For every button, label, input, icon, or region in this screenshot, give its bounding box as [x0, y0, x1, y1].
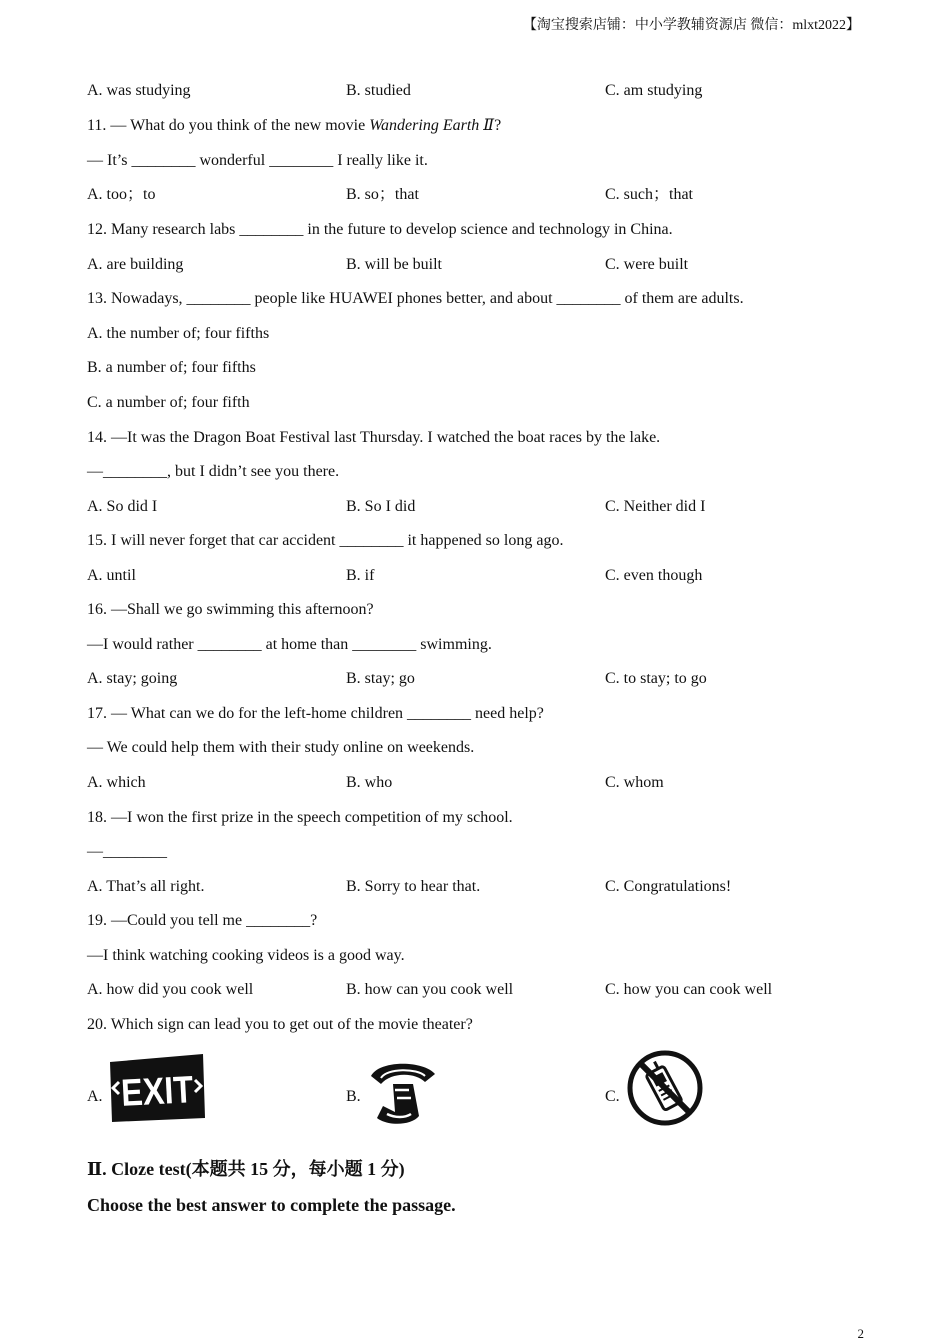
option-a: A. too；to: [87, 186, 156, 203]
option-c: C. Congratulations!: [605, 878, 732, 895]
q16-reply: —I would rather ________ at home than ________ swimming.: [87, 636, 492, 653]
option-a: A. was studying: [87, 82, 191, 99]
q18-question: 18. —I won the first prize in the speech competition of my school.: [87, 809, 513, 826]
option-c: C. whom: [605, 774, 664, 791]
q13-question: 13. Nowadays, ________ people like HUAWEI phones better, and about ________ of them are adults.: [87, 290, 744, 307]
option-b: B. So I did: [346, 498, 416, 515]
option-c: C. were built: [605, 256, 689, 273]
option-b: B. who: [346, 774, 393, 791]
q20-question: 20. Which sign can lead you to get out of the movie theater?: [87, 1016, 473, 1033]
q16-question: 16. —Shall we go swimming this afternoon?: [87, 601, 374, 618]
q13-option-b: B. a number of; four fifths: [87, 359, 256, 376]
exit-sign-icon: [107, 1052, 207, 1124]
q14-question: 14. —It was the Dragon Boat Festival last Thursday. I watched the boat races by the lake.: [87, 429, 661, 446]
q14-reply: —________, but I didn’t see you there.: [87, 463, 340, 480]
q17-reply: — We could help them with their study online on weekends.: [87, 739, 475, 756]
q20-sign-options: [87, 1048, 867, 1138]
option-b: B. studied: [346, 82, 411, 99]
q13-option-c: C. a number of; four fifth: [87, 394, 250, 411]
movie-title: Wandering Earth Ⅱ: [369, 117, 495, 134]
option-b: B. stay; go: [346, 670, 415, 687]
q11-reply: — It’s ________ wonderful ________ I really like it.: [87, 152, 428, 169]
option-a: A. until: [87, 567, 136, 584]
no-phone-sign-icon: [625, 1048, 705, 1128]
q12-question: 12. Many research labs ________ in the future to develop science and technology in China.: [87, 221, 673, 238]
option-c: C. even though: [605, 567, 703, 584]
option-b: B. if: [346, 567, 375, 584]
q11-text: 11. — What do you think of the new movie: [87, 117, 370, 134]
option-c: C. am studying: [605, 82, 703, 99]
option-b: B. Sorry to hear that.: [346, 878, 481, 895]
option-b-label: B.: [346, 1088, 361, 1105]
section-instruction: Choose the best answer to complete the passage.: [87, 1195, 456, 1215]
option-a: A. So did I: [87, 498, 158, 515]
q19-reply: —I think watching cooking videos is a good way.: [87, 947, 405, 964]
option-c: C. such；that: [605, 186, 693, 203]
q15-question: 15. I will never forget that car accident ________ it happened so long ago.: [87, 532, 564, 549]
option-a: A. are building: [87, 256, 184, 273]
option-a: A. how did you cook well: [87, 981, 254, 998]
q11-end: ?: [494, 117, 502, 134]
section-title: Ⅱ. Cloze test(本题共 15 分，每小题 1 分): [87, 1159, 405, 1179]
option-a: A. which: [87, 774, 146, 791]
option-c: C. Neither did I: [605, 498, 706, 515]
page-header: 【淘宝搜索店铺：中小学教辅资源店 微信：mlxt2022】: [522, 18, 860, 33]
option-c: C. to stay; to go: [605, 670, 707, 687]
q17-question: 17. — What can we do for the left-home children ________ need help?: [87, 705, 544, 722]
q19-question: 19. —Could you tell me ________?: [87, 912, 318, 929]
option-c-label: C.: [605, 1088, 620, 1105]
option-a-label: A.: [87, 1088, 103, 1105]
q13-option-a: A. the number of; four fifths: [87, 325, 270, 342]
telephone-sign-icon: [365, 1054, 439, 1128]
option-c: C. how you can cook well: [605, 981, 773, 998]
q18-reply: —________: [87, 843, 167, 860]
option-b: B. will be built: [346, 256, 442, 273]
option-a: A. stay; going: [87, 670, 178, 687]
exit-sign-text: EXIT: [120, 1068, 207, 1115]
page-number: 2: [857, 1326, 864, 1341]
option-b: B. so；that: [346, 186, 419, 203]
option-b: B. how can you cook well: [346, 981, 514, 998]
q11-question: [87, 116, 501, 136]
option-a: A. That’s all right.: [87, 878, 205, 895]
